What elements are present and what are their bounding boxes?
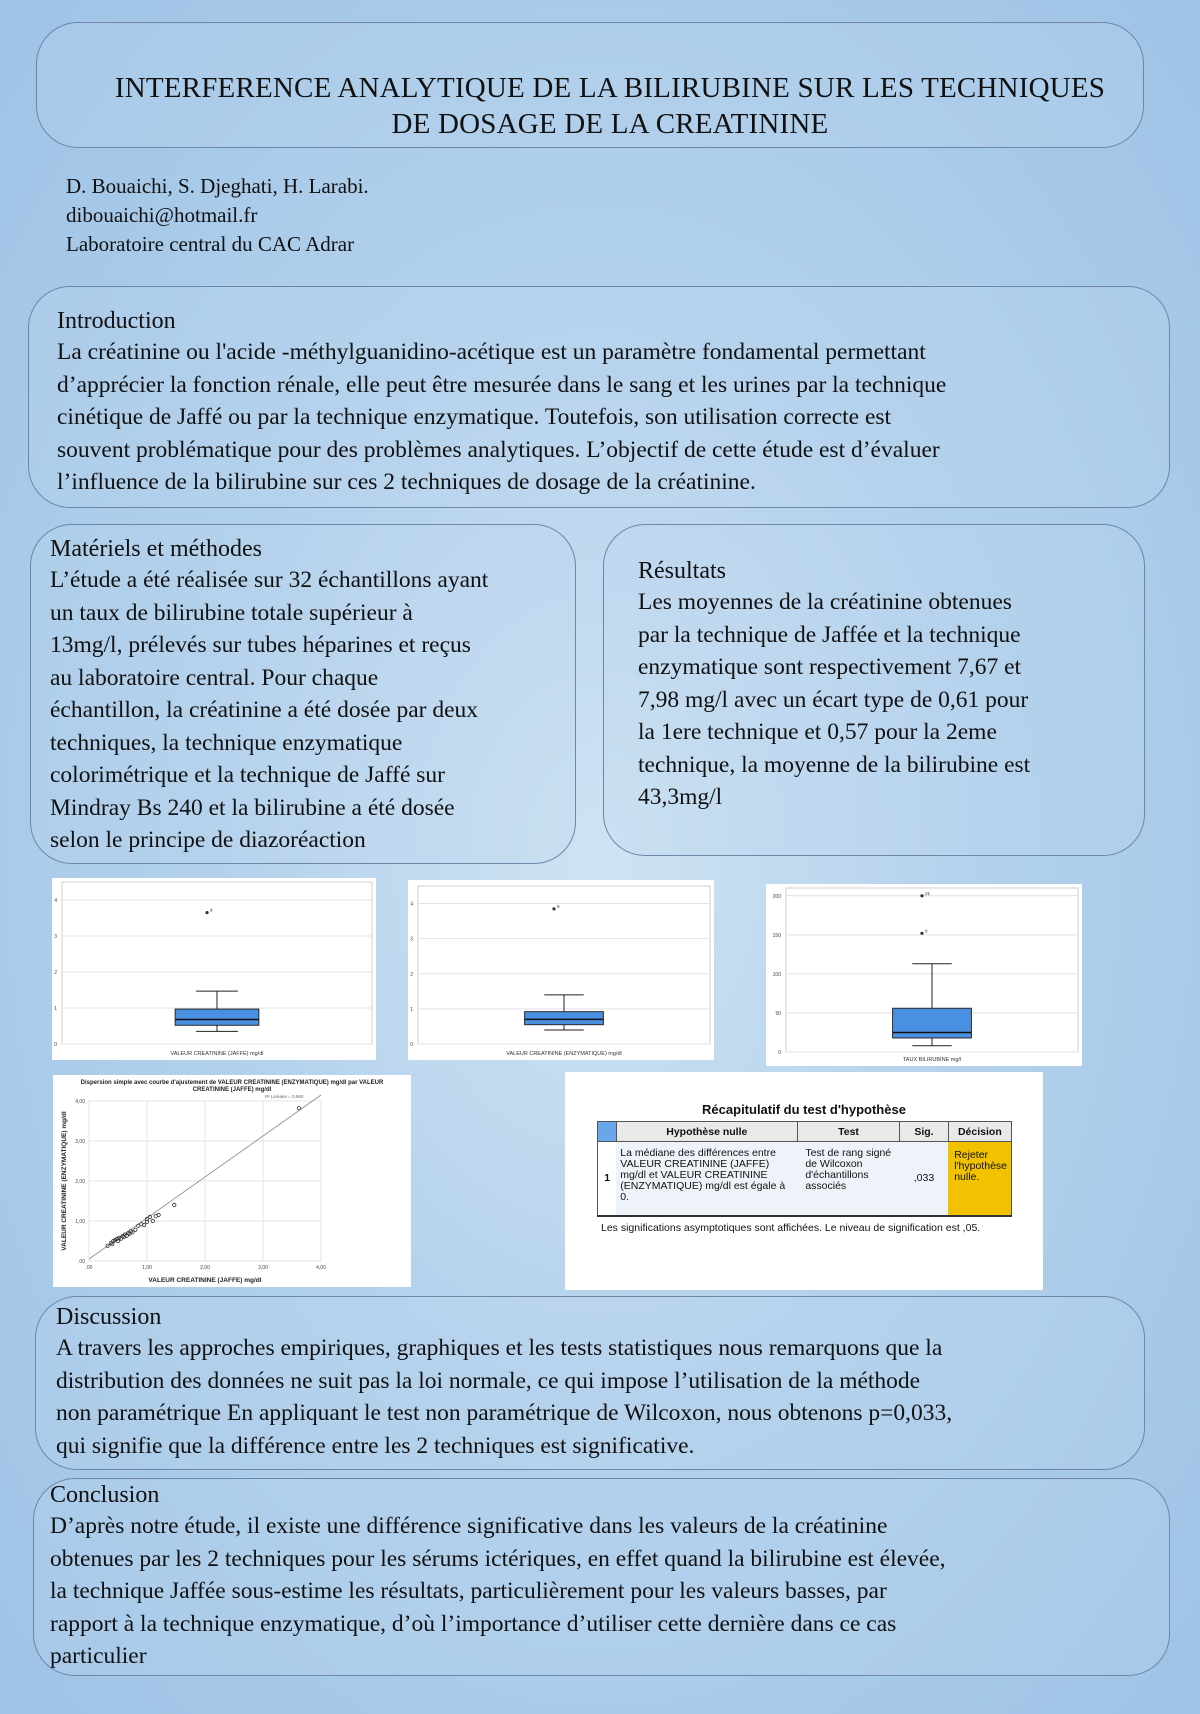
cell-decision: Rejeter l'hypothèse nulle. <box>948 1142 1011 1216</box>
header-sig: Sig. <box>900 1122 948 1142</box>
text-line: colorimétrique et la technique de Jaffé sur <box>50 762 445 788</box>
text-line: la technique Jaffée sous-estime les résultats, particulièrement pour les valeurs basses, par <box>50 1578 887 1604</box>
x-tick-label: 3,00 <box>258 1265 268 1271</box>
introduction-section <box>57 306 1157 499</box>
results-section <box>638 556 1138 814</box>
y-tick-label: 3 <box>54 934 57 940</box>
text-line: technique, la moyenne de la bilirubine est <box>638 751 1031 778</box>
y-tick-label: 2 <box>54 970 57 976</box>
header-hypothesis: Hypothèse nulle <box>616 1122 797 1142</box>
text-line: cinétique de Jaffé ou par la technique enzymatique. Toutefois, son utilisation correcte est <box>57 404 892 430</box>
methods-body <box>50 564 570 857</box>
conclusion-heading: Conclusion <box>50 1482 160 1508</box>
y-tick-label: 1 <box>54 1006 57 1012</box>
hypothesis-table-title: Récapitulatif du test d'hypothèse <box>702 1102 906 1117</box>
y-tick-label: 3,00 <box>75 1139 85 1145</box>
x-tick-label: 2,00 <box>200 1265 210 1271</box>
x-tick-label: 4,00 <box>316 1265 326 1271</box>
y-tick-label: 1,00 <box>75 1219 85 1225</box>
data-point <box>134 1228 137 1231</box>
y-tick-label: 4 <box>410 901 413 908</box>
discussion-heading: Discussion <box>56 1304 162 1330</box>
y-tick-label: 0 <box>54 1042 57 1048</box>
text-line: 7,98 mg/l avec un écart type de 0,61 pour <box>638 686 1029 713</box>
text-line: selon le principe de diazoréaction <box>50 827 366 853</box>
hypothesis-table-footnote: Les significations asymptotiques sont affichées. Le niveau de signification est ,05. <box>601 1222 981 1234</box>
text-line: par la technique de Jaffée et la technique <box>638 621 1021 648</box>
y-tick-label: 2 <box>410 971 413 978</box>
y-tick-label: 4 <box>54 898 57 904</box>
outlier-label: 9 <box>557 903 560 909</box>
outlier-label: 9 <box>925 928 928 934</box>
x-axis-label: VALEUR CREATININE (JAFFE) mg/dl <box>170 1051 264 1057</box>
text-line: non paramétrique En appliquant le test non paramétrique de Wilcoxon, nous obtenons p=0,033, <box>56 1400 953 1426</box>
y-tick-label: 3 <box>410 936 413 943</box>
boxplot-enzymatique-figure <box>408 880 714 1060</box>
x-axis-label: VALEUR CREATININE (JAFFE) mg/dl <box>148 1277 262 1284</box>
text-line: rapport à la technique enzymatique, d’où l’importance d’utiliser cette dernière dans ce cas <box>50 1610 897 1637</box>
text-line: échantillon, la créatinine a été dosée par deux <box>50 697 479 723</box>
fit-label: R² Linéaire = 0,960 <box>265 1094 304 1099</box>
author-email: dibouaichi@hotmail.fr <box>66 203 258 227</box>
text-line: obtenues par les 2 techniques pour les sérums ictériques, en effet quand la bilirubine est élevée, <box>50 1545 946 1572</box>
methods-heading: Matériels et méthodes <box>50 536 262 562</box>
text-line: 43,3mg/l <box>638 784 723 810</box>
text-line: enzymatique sont respectivement 7,67 et <box>638 654 1022 680</box>
text-line: d’apprécier la fonction rénale, elle peut être mesurée dans le sang et les urines par la technique <box>57 371 947 398</box>
iqr-box <box>175 1009 259 1025</box>
outlier-label: 21 <box>925 890 931 896</box>
text-line: Mindray Bs 240 et la bilirubine a été dosée <box>50 794 455 821</box>
text-line: distribution des données ne suit pas la loi normale, ce qui impose l’utilisation de la méthode <box>56 1367 921 1394</box>
iqr-box <box>893 1008 972 1038</box>
y-tick-label: 0 <box>778 1050 781 1056</box>
boxplot-jaffe-figure <box>52 878 376 1060</box>
y-tick-label: .00 <box>78 1259 85 1265</box>
outlier-point <box>205 911 208 914</box>
text-line: au laboratoire central. Pour chaque <box>50 664 379 691</box>
discussion-section <box>56 1302 1146 1462</box>
text-line: A travers les approches empiriques, graphiques et les tests statistiques nous remarquons que la <box>56 1335 943 1361</box>
y-tick-label: 0 <box>410 1042 413 1048</box>
boxplot-enzymatique-chart <box>408 880 714 1060</box>
text-line: La créatinine ou l'acide -méthylguanidino-acétique est un paramètre fondamental permettant <box>57 339 926 365</box>
text-line: souvent problématique pour des problèmes analytiques. L’objectif de cette étude est d’évaluer <box>57 436 940 463</box>
chart-title-line: CREATININE (JAFFE) mg/dl <box>192 1087 272 1093</box>
chart-title-line: Dispersion simple avec courbe d'ajustement de VALEUR CREATININE (ENZYMATIQUE) mg/dl par VALEUR <box>80 1080 384 1086</box>
introduction-body <box>57 336 1157 499</box>
text-line: la 1ere technique et 0,57 pour la 2eme <box>638 719 997 745</box>
outlier-point <box>552 907 555 910</box>
data-point <box>297 1107 300 1110</box>
methods-section <box>50 534 570 857</box>
hypothesis-table <box>597 1121 1012 1217</box>
x-tick-label: .00 <box>85 1265 93 1271</box>
text-line: l’influence de la bilirubine sur ces 2 techniques de dosage de la créatinine. <box>57 469 756 495</box>
iqr-box <box>525 1012 604 1025</box>
scatter-figure <box>53 1075 411 1287</box>
boxplot-bilirubine-chart <box>766 884 1082 1066</box>
y-tick-label: 50 <box>775 1010 781 1017</box>
cell-sig: ,033 <box>900 1142 948 1216</box>
outlier-label: 9 <box>210 907 213 913</box>
cell-hypothesis: La médiane des différences entre VALEUR CREATININE (JAFFE) mg/dl et VALEUR CREATININE (ENZYMATIQUE) mg/dl est égale à 0. <box>616 1142 797 1216</box>
text-line: techniques, la technique enzymatique <box>50 729 403 756</box>
results-body <box>638 586 1138 814</box>
boxplot-bilirubine-figure <box>766 884 1082 1066</box>
boxplot-jaffe-chart <box>52 878 376 1060</box>
introduction-heading: Introduction <box>57 308 176 334</box>
index-header-cell <box>598 1122 617 1142</box>
text-line: L’étude a été réalisée sur 32 échantillons ayant <box>50 567 489 593</box>
title-line-2: DE DOSAGE DE LA CREATININE <box>391 108 829 140</box>
x-tick-label: 1,00 <box>142 1265 152 1271</box>
data-point <box>173 1203 176 1206</box>
author-affiliation: Laboratoire central du CAC Adrar <box>66 232 355 256</box>
outlier-point <box>920 894 923 897</box>
authors-block <box>66 172 369 259</box>
discussion-body <box>56 1332 1146 1462</box>
y-axis-label: VALEUR CREATININE (ENZYMATIQUE) mg/dl <box>61 1111 68 1251</box>
header-decision: Décision <box>948 1122 1011 1142</box>
text-line: un taux de bilirubine totale supérieur à <box>50 599 413 626</box>
text-line: Les moyennes de la créatinine obtenues <box>638 589 1012 615</box>
author-names: D. Bouaichi, S. Djeghati, H. Larabi. <box>66 174 369 198</box>
y-tick-label: 200 <box>772 893 781 900</box>
row-index: 1 <box>598 1142 617 1216</box>
hypothesis-table-figure <box>565 1072 1043 1290</box>
text-line: 13mg/l, prélevés sur tubes héparines et reçus <box>50 632 471 658</box>
text-line: qui signifie que la différence entre les 2 techniques est significative. <box>56 1432 695 1459</box>
y-tick-label: 1 <box>410 1006 413 1013</box>
y-tick-label: 150 <box>772 932 781 939</box>
x-axis-label: TAUX BILIRUBINE mg/l <box>902 1057 962 1063</box>
conclusion-section <box>50 1480 1160 1673</box>
title-line-1: INTERFERENCE ANALYTIQUE DE LA BILIRUBINE SUR LES TECHNIQUES <box>114 72 1106 104</box>
conclusion-body <box>50 1510 1160 1673</box>
header-test: Test <box>797 1122 899 1142</box>
scatter-chart <box>53 1075 411 1287</box>
outlier-point <box>920 932 923 935</box>
poster-title <box>60 70 1160 142</box>
text-line: particulier <box>50 1643 147 1669</box>
x-axis-label: VALEUR CREATININE (ENZYMATIQUE) mg/dl <box>506 1051 622 1057</box>
y-tick-label: 4,00 <box>75 1099 85 1105</box>
results-heading: Résultats <box>638 558 726 584</box>
text-line: D’après notre étude, il existe une différence significative dans les valeurs de la créatinine <box>50 1513 888 1539</box>
cell-test: Test de rang signé de Wilcoxon d'échantillons associés <box>797 1142 899 1216</box>
y-tick-label: 100 <box>772 971 781 978</box>
y-tick-label: 2,00 <box>75 1179 85 1185</box>
